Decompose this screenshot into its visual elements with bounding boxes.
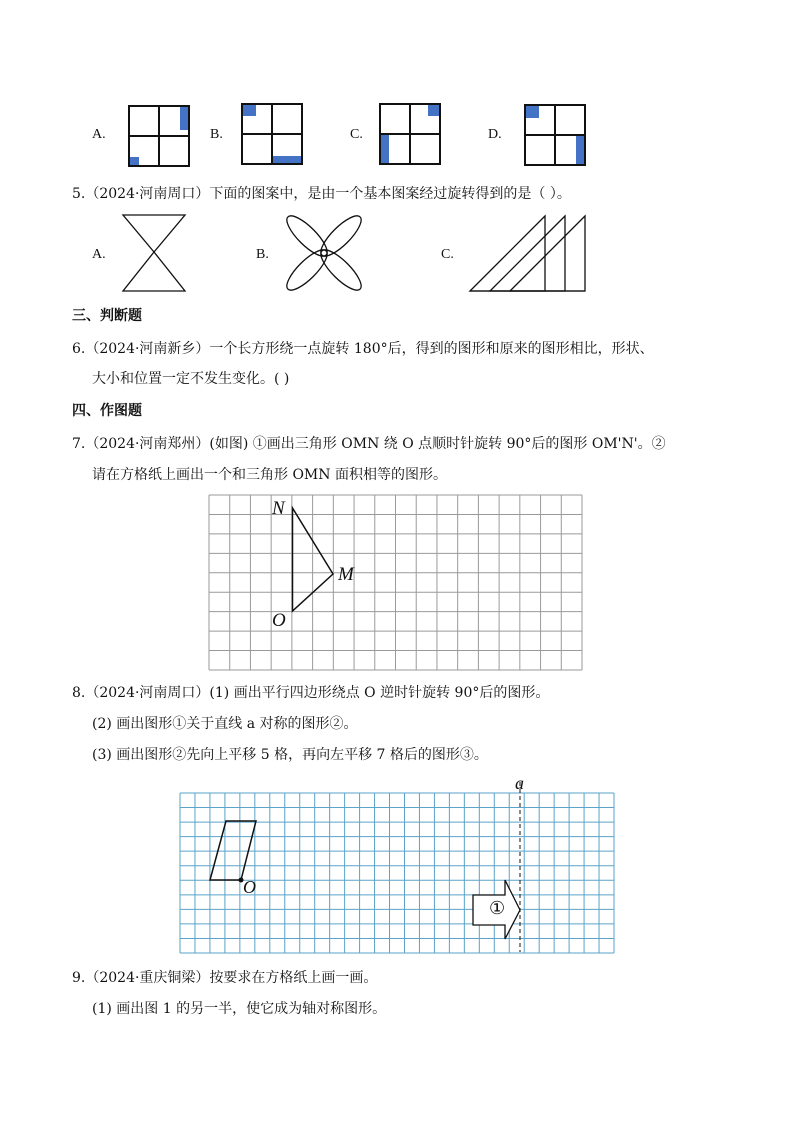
q4-option-d-label: D. [488, 127, 502, 142]
q5c-triangle-1 [470, 216, 545, 291]
q5a-down-triangle [123, 215, 185, 252]
q8-label-a: a [515, 773, 524, 793]
q5a-up-triangle [123, 252, 185, 291]
q4-option-b-figure [241, 103, 303, 165]
q4b-fill-1 [242, 104, 256, 116]
q5-option-b-figure [284, 213, 364, 293]
q4a-fill-2 [129, 157, 139, 166]
section-3-title: 三、判断题 [72, 308, 142, 324]
q4d-fill-2 [576, 135, 585, 165]
q4d-fill-1 [525, 105, 539, 118]
q7-label-n: N [272, 498, 285, 519]
q5-text: 5.（2024·河南周口）下面的图案中，是由一个基本图案经过旋转得到的是（ ）。 [72, 186, 571, 202]
q5-option-c-figure [469, 215, 589, 293]
q8-line-2: (2) 画出图形①关于直线 a 对称的图形②。 [92, 716, 358, 732]
q9-line-2: (1) 画出图 1 的另一半，使它成为轴对称图形。 [92, 1001, 387, 1017]
q8-parallelogram [210, 821, 256, 880]
q4-option-d-figure [524, 104, 586, 166]
q4-option-a-label: A. [92, 127, 106, 142]
q5b-petal-4 [282, 245, 333, 296]
q8-label-o: O [243, 877, 256, 897]
q5b-petal-2 [316, 211, 367, 262]
q8-line-3: (3) 画出图形②先向上平移 5 格，再向左平移 7 格后的图形③。 [92, 747, 488, 763]
q4b-fill-2 [272, 156, 302, 164]
q5-option-a-figure [122, 214, 186, 294]
q5b-petal-3 [316, 245, 367, 296]
q4-option-c-figure [379, 103, 441, 165]
q4c-fill-1 [428, 104, 440, 116]
q5b-petal-1 [282, 211, 333, 262]
q8-shape-label: ① [489, 898, 506, 919]
q5-option-a-label: A. [92, 247, 106, 262]
q5-option-c-label: C. [441, 247, 454, 262]
q5c-triangle-2 [490, 216, 565, 291]
q6-line-2: 大小和位置一定不发生变化。( ) [92, 371, 290, 387]
q6-line-1: 6.（2024·河南新乡）一个长方形绕一点旋转 180°后，得到的图形和原来的图形相比，形状、 [72, 341, 654, 357]
q4-option-b-label: B. [210, 127, 223, 142]
section-4-title: 四、作图题 [72, 403, 142, 419]
q7-label-o: O [272, 610, 286, 631]
q8-grid [179, 792, 615, 954]
q8-line-1: 8.（2024·河南周口）(1) 画出平行四边形绕点 O 逆时针旋转 90°后的图形。 [72, 685, 550, 701]
q4c-fill-2 [380, 134, 389, 164]
q5-option-b-label: B. [256, 247, 269, 262]
q7-label-m: M [338, 564, 354, 585]
q4-option-a-figure [128, 105, 190, 167]
q9-line-1: 9.（2024·重庆铜梁）按要求在方格纸上画一画。 [72, 970, 378, 986]
q4-option-c-label: C. [350, 127, 363, 142]
q4a-fill-1 [180, 106, 188, 130]
q5c-triangle-3 [510, 216, 585, 291]
q7-line-2: 请在方格纸上画出一个和三角形 OMN 面积相等的图形。 [92, 467, 447, 483]
q7-line-1: 7.（2024·河南郑州）(如图) ①画出三角形 OMN 绕 O 点顺时针旋转 90°后的图形 OM'N'。② [72, 436, 666, 452]
q7-grid [208, 494, 584, 671]
